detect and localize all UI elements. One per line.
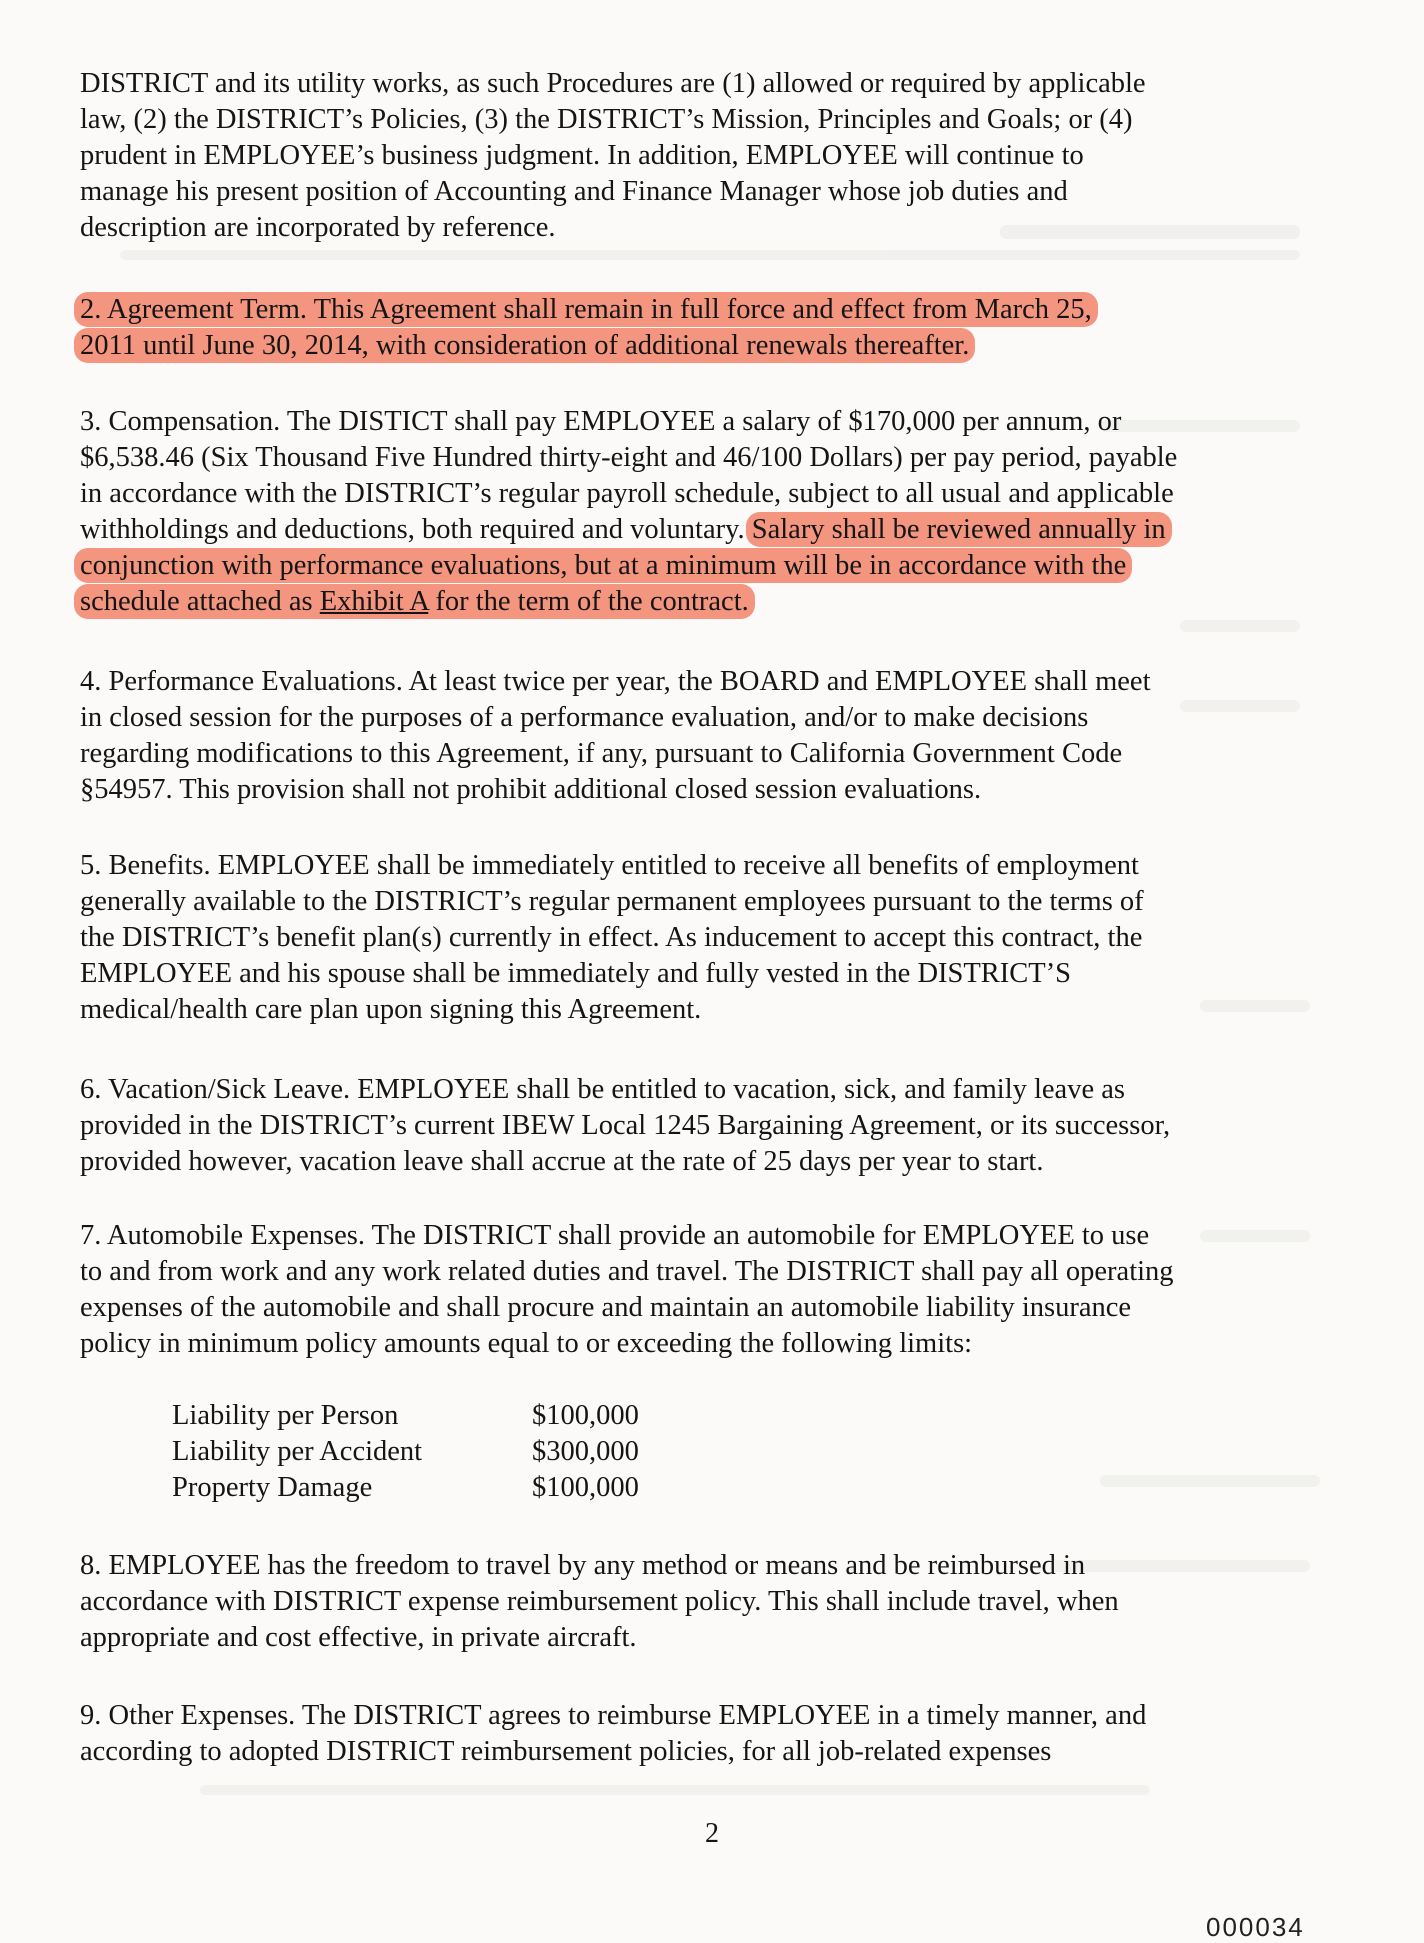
highlighted-text: 2011 until June 30, 2014, with consideration of additional renewals thereafter. [74, 328, 975, 363]
text-line: generally available to the DISTRICT’s regular permanent employees pursuant to the terms of [80, 886, 1144, 917]
text-line: appropriate and cost effective, in private aircraft. [80, 1622, 637, 1653]
limit-value: $100,000 [532, 1400, 639, 1431]
text-line: 4. Performance Evaluations. At least twice per year, the BOARD and EMPLOYEE shall meet [80, 666, 1151, 697]
insurance-limits-table [172, 1398, 732, 1506]
text-line [80, 328, 1310, 364]
limit-label: Liability per Person [172, 1400, 399, 1431]
text-line: 8. EMPLOYEE has the freedom to travel by any method or means and be reimbursed in [80, 1550, 1086, 1581]
text-line: 7. Automobile Expenses. The DISTRICT shall provide an automobile for EMPLOYEE to use [80, 1220, 1150, 1251]
highlighted-text [74, 584, 755, 619]
limits-row [172, 1470, 732, 1506]
paragraph-performance-evaluations [80, 664, 1310, 808]
text-line: $6,538.46 (Six Thousand Five Hundred thirty-eight and 46/100 Dollars) per pay period, payable [80, 442, 1178, 473]
text-line: provided however, vacation leave shall accrue at the rate of 25 days per year to start. [80, 1146, 1044, 1177]
limit-label: Property Damage [172, 1472, 373, 1503]
highlighted-text: conjunction with performance evaluations, but at a minimum will be in accordance with the [74, 548, 1132, 583]
highlighted-text: Salary shall be reviewed annually in [746, 512, 1172, 547]
text-line [80, 512, 1310, 548]
text-line: 6. Vacation/Sick Leave. EMPLOYEE shall be entitled to vacation, sick, and family leave as [80, 1074, 1125, 1105]
highlighted-text: 2. Agreement Term. This Agreement shall remain in full force and effect from March 25, [74, 292, 1098, 327]
limits-row [172, 1398, 732, 1434]
text-line: according to adopted DISTRICT reimbursement policies, for all job-related expenses [80, 1736, 1052, 1767]
limit-value: $100,000 [532, 1472, 639, 1503]
paragraph-other-expenses [80, 1698, 1310, 1770]
paragraph-compensation [80, 404, 1310, 620]
text-line: DISTRICT and its utility works, as such Procedures are (1) allowed or required by applicable [80, 68, 1146, 99]
limit-value: $300,000 [532, 1436, 639, 1467]
text-line: expenses of the automobile and shall procure and maintain an automobile liability insurance [80, 1292, 1132, 1323]
text-line: regarding modifications to this Agreement, if any, pursuant to California Government Code [80, 738, 1123, 769]
text-line: medical/health care plan upon signing this Agreement. [80, 994, 702, 1025]
text-line [80, 584, 1310, 620]
text-line: description are incorporated by reference. [80, 212, 556, 243]
text-line: 5. Benefits. EMPLOYEE shall be immediately entitled to receive all benefits of employment [80, 850, 1139, 881]
page-number: 2 [705, 1818, 719, 1849]
document-id: 000034 [1206, 1912, 1305, 1942]
exhibit-reference: Exhibit A [319, 586, 429, 617]
text-line: in accordance with the DISTRICT’s regular payroll schedule, subject to all usual and applicable [80, 478, 1174, 509]
limits-row [172, 1434, 732, 1470]
paragraph-procedures [80, 66, 1310, 246]
paragraph-benefits [80, 848, 1310, 1028]
text-line: 3. Compensation. The DISTICT shall pay EMPLOYEE a salary of $170,000 per annum, or [80, 406, 1122, 437]
text-segment: for the term of the contract. [435, 586, 749, 617]
text-line: policy in minimum policy amounts equal to or exceeding the following limits: [80, 1328, 973, 1359]
text-line: 9. Other Expenses. The DISTRICT agrees to reimburse EMPLOYEE in a timely manner, and [80, 1700, 1147, 1731]
text-segment: withholdings and deductions, both required and voluntary. [80, 514, 745, 545]
text-line: prudent in EMPLOYEE’s business judgment. In addition, EMPLOYEE will continue to [80, 140, 1084, 171]
text-line: provided in the DISTRICT’s current IBEW Local 1245 Bargaining Agreement, or its successor, [80, 1110, 1171, 1141]
text-line: accordance with DISTRICT expense reimbursement policy. This shall include travel, when [80, 1586, 1119, 1617]
text-segment: schedule attached as [80, 586, 313, 617]
text-line [80, 548, 1310, 584]
text-line: the DISTRICT’s benefit plan(s) currently in effect. As inducement to accept this contract, the [80, 922, 1143, 953]
paragraph-travel [80, 1548, 1310, 1656]
paragraph-vacation-sick-leave [80, 1072, 1310, 1180]
text-line: §54957. This provision shall not prohibit additional closed session evaluations. [80, 774, 982, 805]
paragraph-automobile-expenses [80, 1218, 1310, 1362]
text-line [80, 292, 1310, 328]
limit-label: Liability per Accident [172, 1436, 423, 1467]
text-line: in closed session for the purposes of a performance evaluation, and/or to make decisions [80, 702, 1089, 733]
text-line: manage his present position of Accounting and Finance Manager whose job duties and [80, 176, 1068, 207]
text-line: EMPLOYEE and his spouse shall be immediately and fully vested in the DISTRICT’S [80, 958, 1072, 989]
paragraph-agreement-term [80, 292, 1310, 364]
text-line: to and from work and any work related duties and travel. The DISTRICT shall pay all operating [80, 1256, 1174, 1287]
text-line: law, (2) the DISTRICT’s Policies, (3) the DISTRICT’s Mission, Principles and Goals; or (4) [80, 104, 1133, 135]
